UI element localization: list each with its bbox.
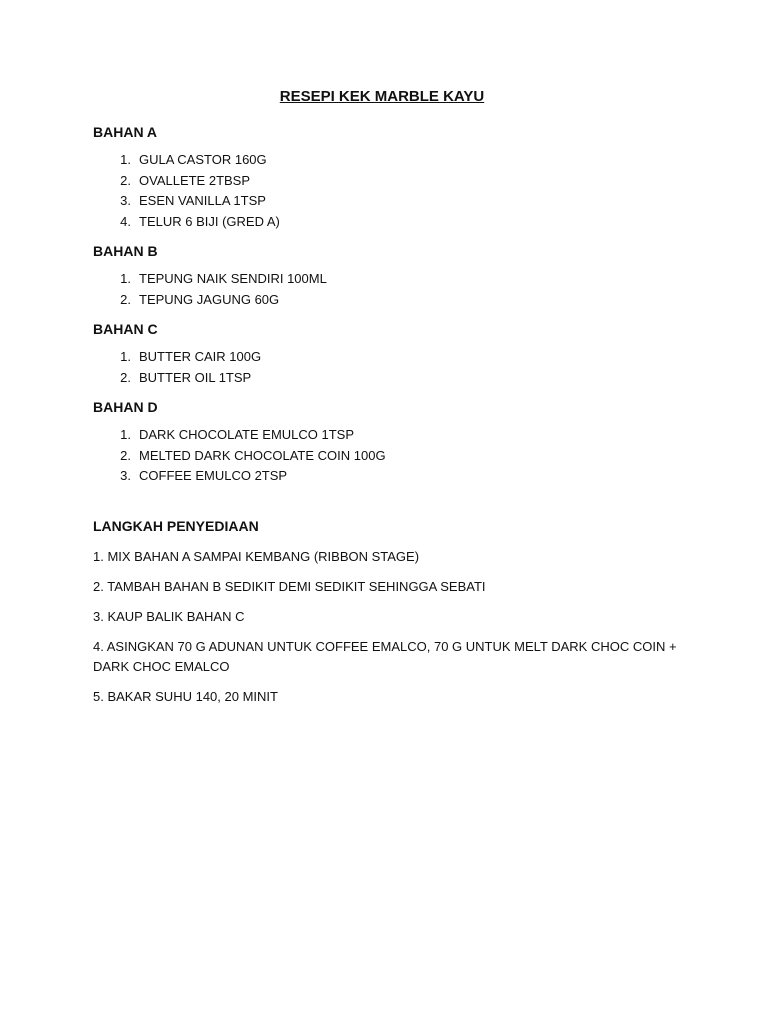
steps-heading: LANGKAH PENYEDIAAN [93, 517, 259, 534]
list-item-text: ESEN VANILLA 1TSP [139, 193, 266, 208]
step-item: 4. ASINGKAN 70 G ADUNAN UNTUK COFFEE EMALCO, 70 G UNTUK MELT DARK CHOC COIN + DARK CHOC EMALCO [93, 638, 677, 674]
list-item-text: BUTTER CAIR 100G [139, 349, 262, 364]
ingredient-list [93, 347, 693, 388]
list-item [93, 347, 693, 368]
list-item-text: TEPUNG NAIK SENDIRI 100ML [139, 271, 327, 286]
document-title: RESEPI KEK MARBLE KAYU [279, 88, 485, 105]
list-item-text: DARK CHOCOLATE EMULCO 1TSP [139, 427, 355, 442]
list-item [93, 290, 693, 311]
list-item [93, 212, 693, 233]
list-number: 1. [120, 152, 131, 167]
section-heading: BAHAN D [93, 399, 158, 415]
section-heading: BAHAN B [93, 243, 158, 259]
step-item: 2. TAMBAH BAHAN B SEDIKIT DEMI SEDIKIT SEHINGGA SEBATI [93, 578, 486, 594]
section-heading: BAHAN A [93, 124, 158, 140]
list-item [93, 191, 693, 212]
ingredient-list [93, 150, 693, 232]
section-heading: BAHAN C [93, 321, 158, 337]
list-number: 1. [120, 349, 131, 364]
list-item-text: BUTTER OIL 1TSP [139, 369, 252, 385]
list-item-text: MELTED DARK CHOCOLATE COIN 100G [139, 447, 386, 463]
list-item [93, 171, 693, 192]
list-number: 1. [120, 427, 131, 442]
list-number: 2. [120, 369, 131, 385]
ingredient-list [93, 425, 693, 487]
step-item: 3. KAUP BALIK BAHAN C [93, 608, 245, 624]
step-item: 5. BAKAR SUHU 140, 20 MINIT [93, 688, 278, 704]
list-number: 1. [120, 271, 131, 286]
recipe-document [93, 88, 693, 717]
list-number: 2. [120, 291, 131, 307]
list-number: 3. [120, 468, 131, 483]
list-number: 3. [120, 193, 131, 208]
list-item-text: TEPUNG JAGUNG 60G [139, 291, 280, 307]
step-item: 1. MIX BAHAN A SAMPAI KEMBANG (RIBBON STAGE) [93, 548, 420, 564]
ingredient-list [93, 269, 693, 310]
list-item-text: COFFEE EMULCO 2TSP [139, 468, 288, 483]
list-item-text: GULA CASTOR 160G [139, 152, 267, 167]
list-item [93, 446, 693, 467]
list-item [93, 150, 693, 171]
section-bahan-c [93, 320, 693, 388]
list-number: 2. [120, 172, 131, 188]
list-item [93, 368, 693, 389]
section-bahan-a [93, 123, 693, 232]
section-bahan-b [93, 242, 693, 310]
list-number: 4. [120, 213, 131, 229]
section-bahan-d [93, 398, 693, 487]
steps-list [93, 547, 693, 707]
list-item [93, 269, 693, 290]
list-item [93, 466, 693, 487]
list-number: 2. [120, 447, 131, 463]
list-item [93, 425, 693, 446]
list-item-text: OVALLETE 2TBSP [139, 172, 251, 188]
list-item-text: TELUR 6 BIJI (GRED A) [139, 213, 280, 229]
